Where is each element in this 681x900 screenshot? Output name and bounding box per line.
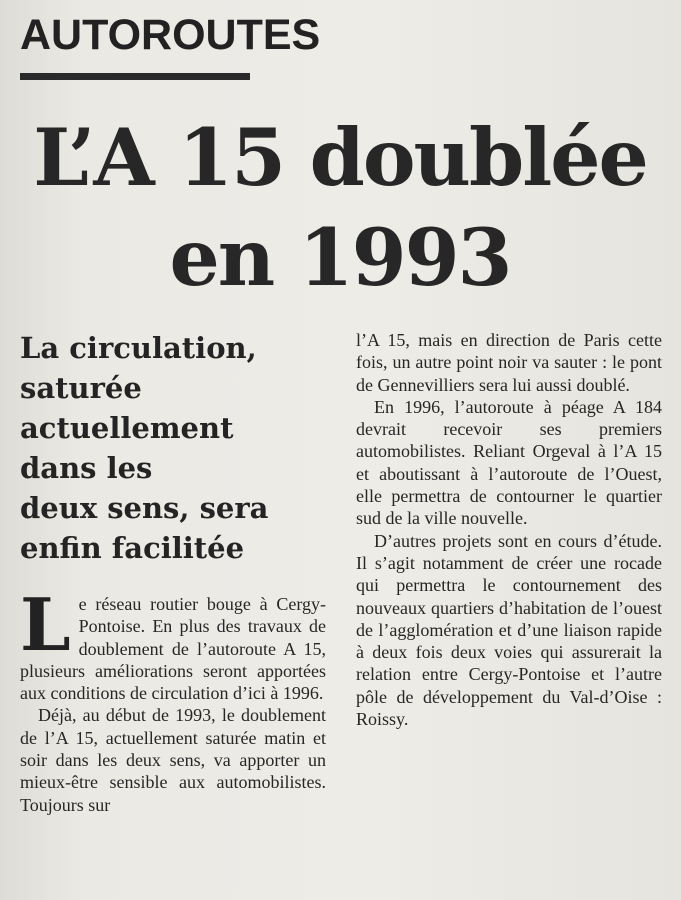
headline-line-1: L’A 15 doublée	[33, 111, 647, 204]
article-paragraph: l’A 15, mais en direction de Paris cette fois, un autre point noir va sauter : le pont de Gennevilliers sera lui aussi doublé.	[356, 330, 662, 395]
rubric-underline	[20, 73, 250, 80]
standfirst-line: deux sens, sera	[20, 491, 269, 525]
article-column-right	[356, 329, 662, 730]
section-rubric: AUTOROUTES	[20, 11, 321, 59]
standfirst-line: saturée	[20, 371, 142, 405]
standfirst	[20, 328, 350, 568]
standfirst-line: dans les	[20, 451, 153, 485]
standfirst-line: actuellement	[20, 411, 234, 445]
standfirst-line: La circulation,	[20, 331, 257, 365]
article-column-left	[20, 582, 326, 816]
paragraph-text: e réseau routier bouge à Cergy-Pontoise. En plus des travaux de doublement de l’autoroute A 15, plusieurs améliorations seront apportées aux conditions de circulation d’ici à 1996.	[20, 594, 326, 704]
article-paragraph	[20, 582, 326, 704]
drop-cap: L	[20, 582, 71, 667]
headline	[10, 108, 670, 308]
article-paragraph: D’autres projets sont en cours d’étude. Il s’agit notamment de créer une rocade qui permettra le contournement des nouveaux quartiers d’habitation de l’ouest de l’agglomération et d’une liaison rapide à deux fois deux voies qui assurerait la relation entre Cergy-Pontoise et l’autre pôle de développement du Val-d’Oise : Roissy.	[356, 530, 662, 730]
article-paragraph: En 1996, l’autoroute à péage A 184 devrait recevoir ses premiers automobilistes. Reliant Orgeval à l’A 15 et aboutissant à l’autoroute de l’Ouest, elle permettra de contourner le quartier sud de la ville nouvelle.	[356, 396, 662, 529]
standfirst-line: enfin facilitée	[20, 531, 245, 565]
headline-line-2: en 1993	[169, 211, 511, 304]
article-paragraph: Déjà, au début de 1993, le doublement de l’A 15, actuellement saturée matin et soir dans les deux sens, va apporter un mieux-être sensible aux automobilistes. Toujours sur	[20, 705, 326, 815]
